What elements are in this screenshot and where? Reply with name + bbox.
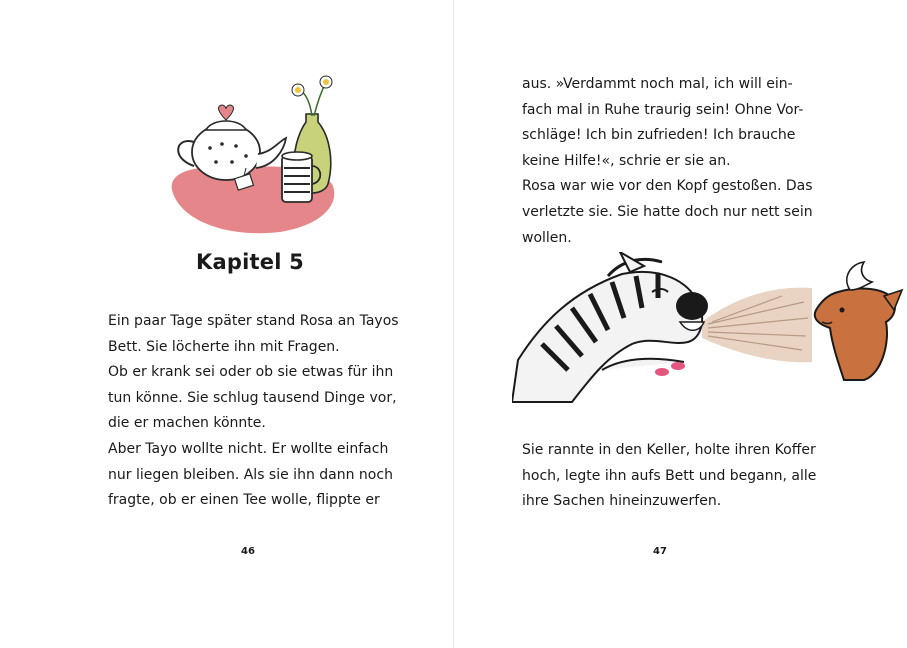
chapter-title: Kapitel 5 <box>196 250 304 274</box>
right-page-text-bottom <box>522 438 817 515</box>
text-line: die er machen könnte. <box>108 415 266 432</box>
text-line: hoch, legte ihn aufs Bett und begann, alle <box>522 467 817 484</box>
zebra-shouting-at-deer-illustration <box>512 252 904 412</box>
left-page <box>0 0 453 648</box>
text-line: Ob er krank sei oder ob sie etwas für ihn <box>108 364 394 381</box>
text-line: keine Hilfe!«, schrie er sie an. <box>522 152 731 169</box>
text-line: Bett. Sie löcherte ihn mit Fragen. <box>108 338 340 355</box>
text-line: fach mal in Ruhe traurig sein! Ohne Vor- <box>522 101 804 118</box>
page-number: 46 <box>241 546 255 557</box>
page-number: 47 <box>653 546 667 557</box>
text-line: Sie rannte in den Keller, holte ihren Koffer <box>522 442 816 458</box>
text-line: Aber Tayo wollte nicht. Er wollte einfach <box>108 440 389 457</box>
text-line: ihre Sachen hineinzuwerfen. <box>522 493 722 510</box>
teapot-cup-vase-illustration <box>160 72 350 240</box>
text-line: Rosa war wie vor den Kopf gestoßen. Das <box>522 178 813 195</box>
text-line: fragte, ob er einen Tee wolle, flippte er <box>108 492 380 509</box>
text-line: tun könne. Sie schlug tausend Dinge vor, <box>108 389 397 406</box>
text-line: nur liegen bleiben. Als sie ihn dann noch <box>108 466 393 483</box>
right-page-text-top <box>522 72 813 251</box>
left-page-text <box>108 309 399 514</box>
text-line: wollen. <box>522 229 572 246</box>
text-line: verletzte sie. Sie hatte doch nur nett sein <box>522 203 813 220</box>
text-line: aus. »Verdammt noch mal, ich will ein- <box>522 76 793 92</box>
text-line: Ein paar Tage später stand Rosa an Tayos <box>108 313 399 329</box>
text-line: schläge! Ich bin zufrieden! Ich brauche <box>522 127 796 144</box>
flower-icon <box>292 76 332 96</box>
right-page <box>454 0 907 648</box>
